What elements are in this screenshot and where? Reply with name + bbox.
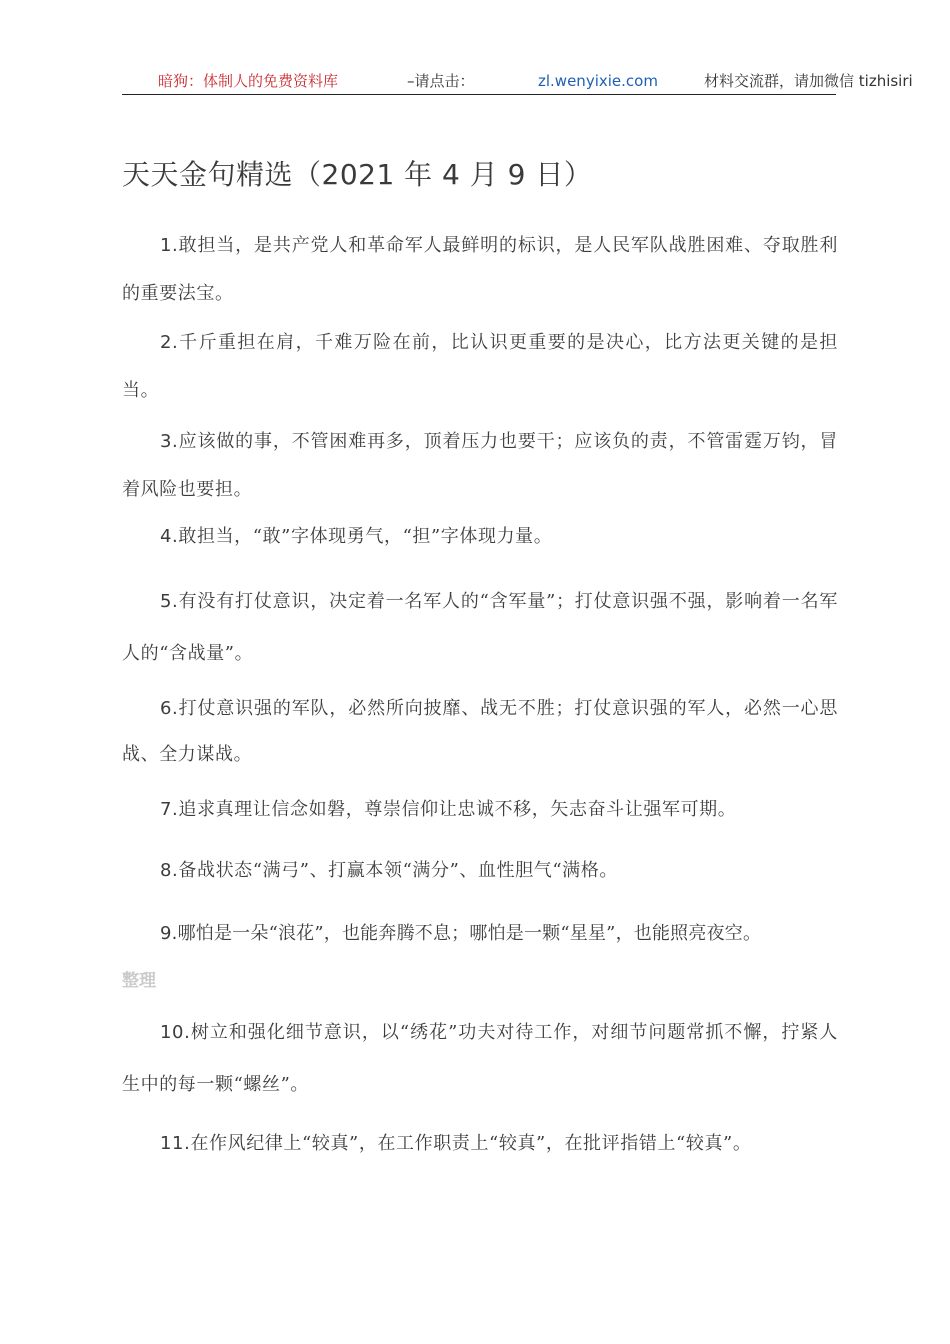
quote-number: 4.: [160, 526, 179, 547]
page-title: 天天金句精选（2021 年 4 月 9 日）: [122, 158, 593, 191]
quote-item-10: [122, 1007, 838, 1111]
quote-item-9: [122, 916, 838, 952]
quote-text: 打仗意识强的军队，必然所向披靡、战无不胜；打仗意识强的军人，必然一心思战、全力谋战。: [122, 698, 838, 765]
header-url-link[interactable]: zl.wenyixie.com: [538, 72, 658, 90]
watermark-text: 整理: [122, 971, 156, 991]
quote-number: 5.: [160, 591, 179, 612]
quote-text: 敢担当，“敢”字体现勇气，“担”字体现力量。: [178, 526, 553, 547]
quote-number: 7.: [160, 799, 179, 820]
quote-item-6: [122, 686, 838, 778]
header-brand: 暗狗：体制人的免费资料库: [158, 72, 339, 90]
quote-item-2: [122, 319, 838, 415]
quote-number: 6.: [160, 698, 179, 719]
quote-text: 千斤重担在肩，千难万险在前，比认识更重要的是决心，比方法更关键的是担当。: [122, 332, 838, 401]
quote-item-1: [122, 222, 838, 318]
quote-text: 敢担当，是共产党人和革命军人最鲜明的标识，是人民军队战胜困难、夺取胜利的重要法宝。: [122, 235, 838, 304]
quote-number: 10.: [160, 1022, 191, 1043]
quote-text: 哪怕是一朵“浪花”，也能奔腾不息；哪怕是一颗“星星”，也能照亮夜空。: [177, 923, 762, 944]
quote-number: 9.: [160, 923, 178, 944]
page-header: [122, 70, 913, 95]
quote-item-3: [122, 418, 838, 514]
quote-number: 3.: [160, 431, 179, 452]
header-wechat-group: 材料交流群，请加微信 tizhisiri: [704, 72, 913, 90]
quote-text: 应该做的事，不管困难再多，顶着压力也要干；应该负的责，不管雷霆万钧，冒着风险也要担。: [122, 431, 838, 500]
quote-number: 2.: [160, 332, 179, 353]
quote-text: 有没有打仗意识，决定着一名军人的“含军量”；打仗意识强不强，影响着一名军人的“含战量”。: [122, 591, 838, 664]
quote-item-5: [122, 576, 838, 680]
quote-text: 树立和强化细节意识，以“绣花”功夫对待工作，对细节问题常抓不懈，拧紧人生中的每一颗“螺丝”。: [122, 1022, 838, 1095]
quote-number: 8.: [160, 860, 179, 881]
quote-item-7: [122, 792, 838, 828]
quote-number: 1.: [160, 235, 179, 256]
quote-item-4: [122, 519, 838, 555]
quote-text: 在作风纪律上“较真”，在工作职责上“较真”，在批评指错上“较真”。: [190, 1133, 752, 1154]
quote-number: 11.: [160, 1133, 191, 1154]
quote-text: 备战状态“满弓”、打赢本领“满分”、血性胆气“满格。: [178, 860, 618, 881]
quote-item-8: [122, 853, 838, 889]
quote-item-11: [122, 1126, 838, 1162]
header-click-prompt: –请点击：: [407, 72, 475, 90]
quote-text: 追求真理让信念如磐，尊崇信仰让忠诚不移，矢志奋斗让强军可期。: [178, 799, 737, 820]
